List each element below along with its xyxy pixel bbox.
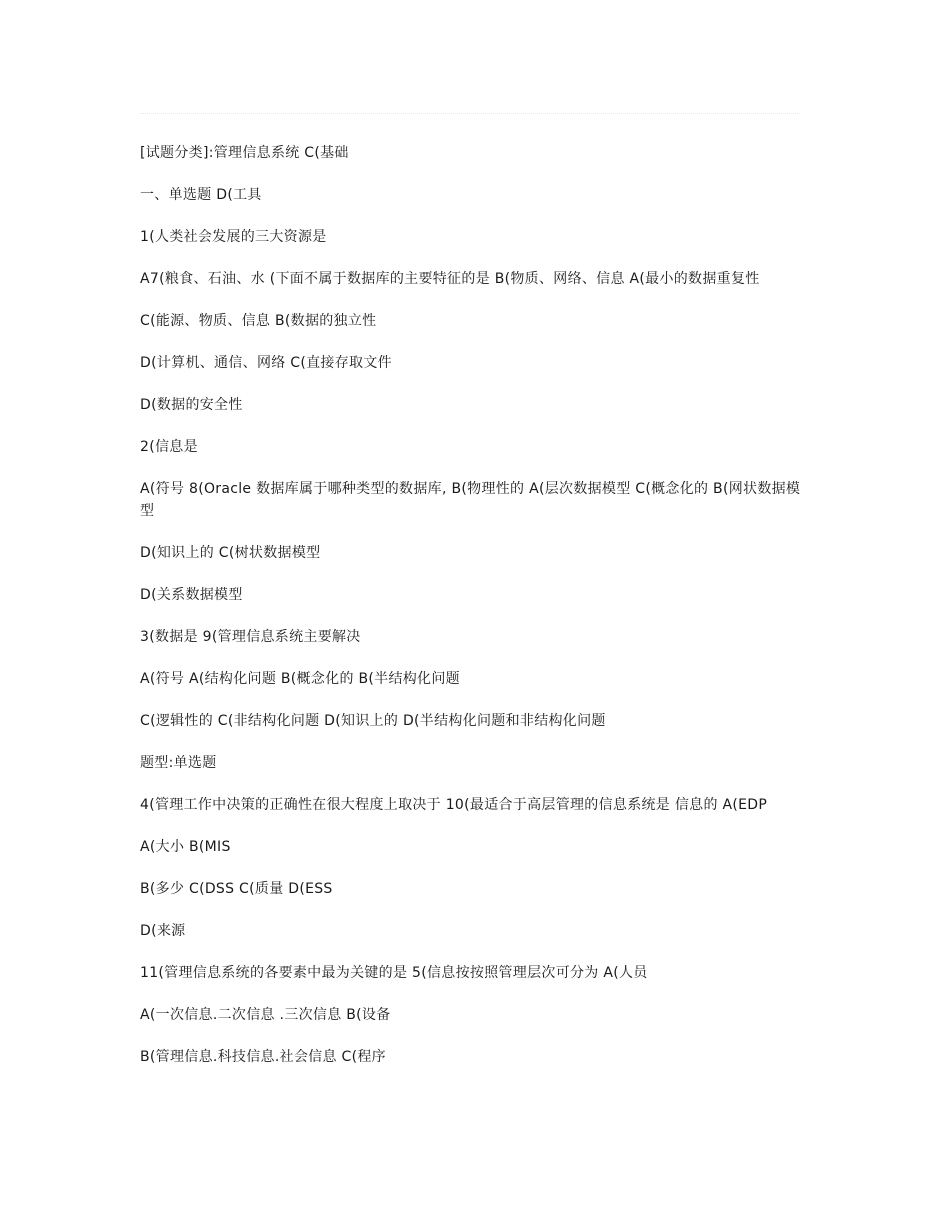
paragraph: A7(粮食、石油、水 (下面不属于数据库的主要特征的是 B(物质、网络、信息 A(最小的数据重复性 bbox=[140, 271, 760, 287]
paragraph: 一、单选题 D(工具 bbox=[140, 187, 262, 203]
paragraph: C(能源、物质、信息 B(数据的独立性 bbox=[140, 313, 377, 329]
paragraph: A(符号 8(Oracle 数据库属于哪种类型的数据库, B(物理性的 A(层次数据模型 C(概念化的 B(网状数据模型 bbox=[140, 481, 801, 519]
paragraph: A(符号 A(结构化问题 B(概念化的 B(半结构化问题 bbox=[140, 671, 460, 687]
paragraph: 2(信息是 bbox=[140, 439, 198, 455]
paragraph: 4(管理工作中决策的正确性在很大程度上取决于 10(最适合于高层管理的信息系统是 信息的 A(EDP bbox=[140, 797, 768, 813]
paragraph: C(逻辑性的 C(非结构化问题 D(知识上的 D(半结构化问题和非结构化问题 bbox=[140, 713, 606, 729]
paragraph: [试题分类]:管理信息系统 C(基础 bbox=[140, 145, 349, 161]
paragraph: 3(数据是 9(管理信息系统主要解决 bbox=[140, 629, 361, 645]
paragraph: B(管理信息.科技信息.社会信息 C(程序 bbox=[140, 1049, 386, 1065]
paragraph: A(大小 B(MIS bbox=[140, 839, 231, 855]
paragraph: D(计算机、通信、网络 C(直接存取文件 bbox=[140, 355, 392, 371]
paragraph: D(知识上的 C(树状数据模型 bbox=[140, 545, 321, 561]
paragraph: D(数据的安全性 bbox=[140, 397, 243, 413]
paragraph: A(一次信息.二次信息 .三次信息 B(设备 bbox=[140, 1007, 391, 1023]
header-rule bbox=[140, 113, 800, 114]
paragraph: D(关系数据模型 bbox=[140, 587, 243, 603]
paragraph: B(多少 C(DSS C(质量 D(ESS bbox=[140, 881, 333, 897]
paragraph: D(来源 bbox=[140, 923, 186, 939]
paragraph: 题型:单选题 bbox=[140, 755, 217, 771]
document-body bbox=[140, 142, 810, 1088]
paragraph: 1(人类社会发展的三大资源是 bbox=[140, 229, 327, 245]
paragraph: 11(管理信息系统的各要素中最为关键的是 5(信息按按照管理层次可分为 A(人员 bbox=[140, 965, 648, 981]
